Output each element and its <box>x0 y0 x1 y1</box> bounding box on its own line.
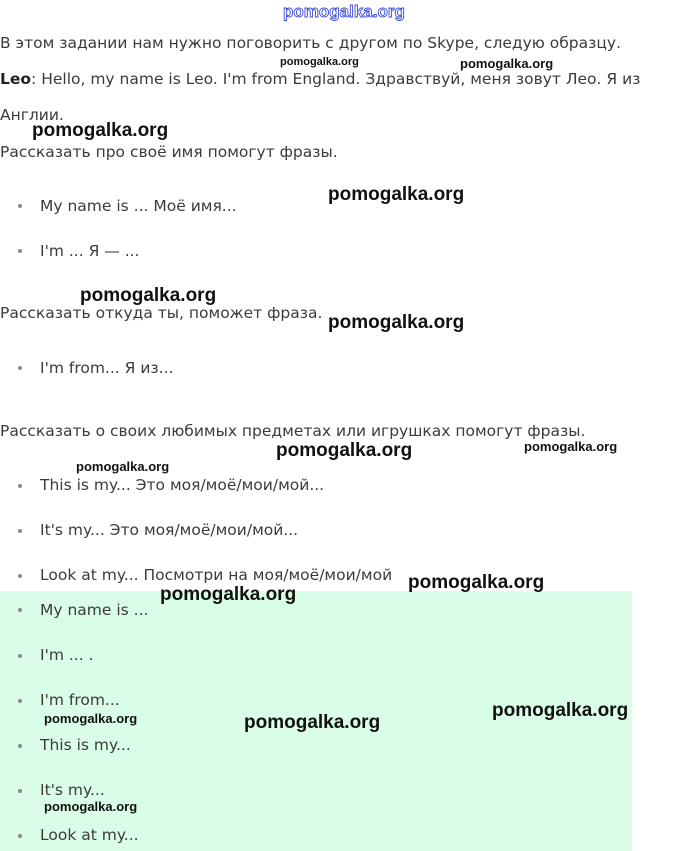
watermark: pomogalka.org <box>32 120 169 141</box>
watermark: pomogalka.org <box>276 440 413 461</box>
answer-item: I'm ... . <box>40 646 94 664</box>
watermark: pomogalka.org <box>76 459 170 474</box>
list-item: Look at my... Посмотри на моя/моё/мои/мой <box>40 566 393 584</box>
watermark: pomogalka.org <box>44 799 138 814</box>
bullet <box>18 744 22 748</box>
watermark: pomogalka.org <box>44 711 138 726</box>
example-line-1 <box>0 69 640 89</box>
answer-item: Look at my... <box>40 826 139 844</box>
watermark: pomogalka.org <box>80 285 217 306</box>
section-things-heading: Рассказать о своих любимых предметах или игрушках помогут фразы. <box>0 422 586 440</box>
intro-text: В этом задании нам нужно поговорить с другом по Skype, следую образцу. <box>0 34 622 52</box>
bullet <box>18 654 22 658</box>
watermark: pomogalka.org <box>408 572 545 593</box>
bullet <box>18 834 22 838</box>
bullet <box>18 789 22 793</box>
watermark: pomogalka.org <box>328 184 465 205</box>
list-item: This is my... Это моя/моё/мои/мой... <box>40 476 325 494</box>
answer-item: This is my... <box>40 736 131 754</box>
watermark: pomogalka.org <box>244 712 381 733</box>
bullet <box>18 574 22 578</box>
watermark: pomogalka.org <box>460 56 554 71</box>
answer-item: It's my... <box>40 781 105 799</box>
speaker-name: Leo <box>0 70 32 88</box>
bullet <box>18 204 22 208</box>
bullet <box>18 249 22 253</box>
watermark: pomogalka.org <box>328 312 465 333</box>
list-item: I'm from... Я из... <box>40 359 174 377</box>
bullet <box>18 608 22 612</box>
watermark: pomogalka.org <box>160 584 297 605</box>
example-line-2: Англии. <box>0 106 64 124</box>
bullet <box>18 484 22 488</box>
watermark: pomogalka.org <box>492 700 629 721</box>
header-watermark: pomogalka.org <box>283 2 405 21</box>
bullet <box>18 366 22 370</box>
answer-item: I'm from... <box>40 691 120 709</box>
list-item: It's my... Это моя/моё/мои/мой... <box>40 521 299 539</box>
watermark: pomogalka.org <box>524 439 618 454</box>
section-name-heading: Рассказать про своё имя помогут фразы. <box>0 143 338 161</box>
watermark: pomogalka.org <box>280 56 359 68</box>
list-item: My name is ... Моё имя... <box>40 197 237 215</box>
answer-item: My name is ... <box>40 601 149 619</box>
section-from-heading: Рассказать откуда ты, поможет фраза. <box>0 304 323 322</box>
list-item: I'm ... Я — ... <box>40 242 140 260</box>
bullet <box>18 699 22 703</box>
example-text: : Hello, my name is Leo. I'm from England. Здравствуй, меня зовут Лео. Я из <box>31 70 641 88</box>
bullet <box>18 529 22 533</box>
